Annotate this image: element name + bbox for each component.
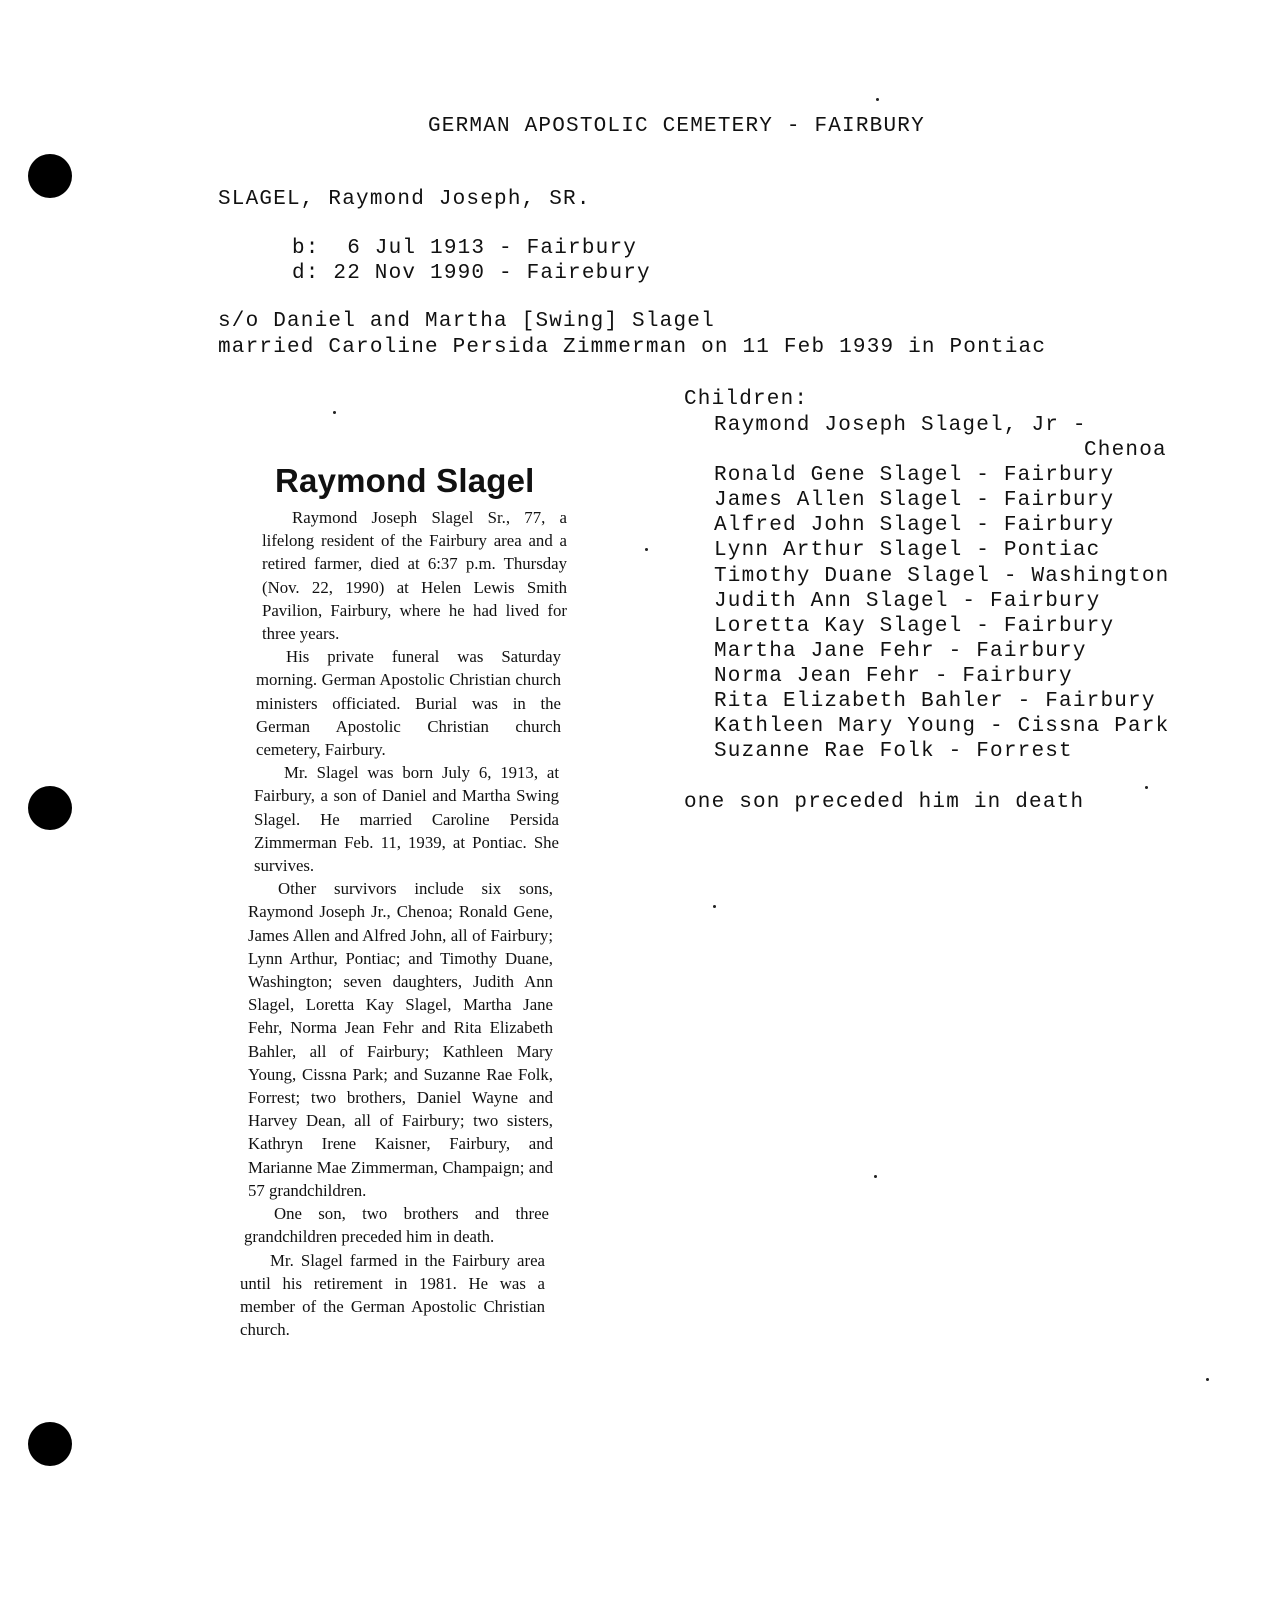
list-item: Lynn Arthur Slagel - Pontiac bbox=[714, 539, 1101, 563]
clipping-paragraph: His private funeral was Saturday morning. German Apostolic Christian church ministers officiated. Burial was in the German Apostolic Christian church cemetery, Fairbury. bbox=[256, 647, 561, 760]
list-item: Suzanne Rae Folk - Forrest bbox=[714, 740, 1073, 764]
clipping-paragraph: Mr. Slagel was born July 6, 1913, at Fairbury, a son of Daniel and Martha Swing Slagel. He married Caroline Persida Zimmerman Feb. 11, 1939, at Pontiac. She survives. bbox=[254, 763, 559, 876]
deceased-name: SLAGEL, Raymond Joseph, SR. bbox=[218, 188, 591, 211]
list-item: Judith Ann Slagel - Fairbury bbox=[714, 589, 1101, 613]
birth-line: b: 6 Jul 1913 - Fairbury bbox=[292, 237, 638, 260]
clipping-paragraph: Mr. Slagel farmed in the Fairbury area until his retirement in 1981. He was a member of the German Apostolic Christian church. bbox=[240, 1250, 545, 1340]
clipping-paragraph: Raymond Joseph Slagel Sr., 77, a lifelong resident of the Fairbury area and a retired farmer, died at 6:37 p.m. Thursday (Nov. 22, 1990) at Helen Lewis Smith Pavilion, Fairbury, where he had lived for three years. bbox=[262, 508, 567, 644]
binder-hole-top bbox=[28, 154, 72, 198]
scan-speck bbox=[876, 98, 879, 101]
children-heading: Children: bbox=[684, 388, 809, 411]
scan-speck bbox=[874, 1175, 877, 1178]
scan-speck bbox=[333, 411, 336, 414]
preceded-note: one son preceded him in death bbox=[684, 791, 1085, 814]
list-item: Raymond Joseph Slagel, Jr - bbox=[714, 414, 1087, 437]
scan-speck bbox=[1145, 786, 1148, 789]
binder-hole-middle bbox=[28, 786, 72, 830]
marriage-line: married Caroline Persida Zimmerman on 11 Feb 1939 in Pontiac bbox=[218, 336, 1047, 359]
obituary-clipping bbox=[240, 462, 570, 1341]
list-item: Timothy Duane Slagel - Washington bbox=[714, 564, 1170, 588]
list-item: Alfred John Slagel - Fairbury bbox=[714, 514, 1115, 538]
list-item: Ronald Gene Slagel - Fairbury bbox=[714, 464, 1115, 488]
children-list bbox=[714, 413, 1169, 764]
clipping-paragraph: Other survivors include six sons, Raymond Joseph Jr., Chenoa; Ronald Gene, James Allen and Alfred John, all of Fairbury; Lynn Arthur, Pontiac; and Timothy Duane, Washington; seven daughters, Judith Ann Slagel, Loretta Kay Slagel, Martha Jane Fehr, Norma Jean Fehr and Rita Elizabeth Bahler, all of Fairbury; Kathleen Mary Young, Cissna Park; and Suzanne Rae Folk, Forrest; two brothers, Daniel Wayne and Harvey Dean, all of Fairbury; two sisters, Kathryn Irene Kaisner, Fairbury, and Marianne Mae Zimmerman, Champaign; and 57 grandchildren. bbox=[248, 879, 553, 1200]
scan-speck bbox=[645, 548, 648, 551]
list-item: Loretta Kay Slagel - Fairbury bbox=[714, 614, 1115, 638]
list-item: Rita Elizabeth Bahler - Fairbury bbox=[714, 690, 1156, 714]
clipping-paragraph: One son, two brothers and three grandchildren preceded him in death. bbox=[244, 1204, 549, 1247]
list-item: Norma Jean Fehr - Fairbury bbox=[714, 664, 1073, 688]
list-item: James Allen Slagel - Fairbury bbox=[714, 489, 1115, 513]
list-item: Kathleen Mary Young - Cissna Park bbox=[714, 715, 1170, 739]
parents-line: s/o Daniel and Martha [Swing] Slagel bbox=[218, 310, 715, 333]
clipping-title: Raymond Slagel bbox=[275, 462, 535, 499]
death-line: d: 22 Nov 1990 - Fairebury bbox=[292, 262, 651, 285]
scan-speck bbox=[1206, 1378, 1209, 1381]
binder-hole-bottom bbox=[28, 1422, 72, 1466]
page-title: GERMAN APOSTOLIC CEMETERY - FAIRBURY bbox=[428, 115, 925, 138]
list-item: Martha Jane Fehr - Fairbury bbox=[714, 639, 1087, 663]
scan-speck bbox=[713, 905, 716, 908]
list-item: Chenoa bbox=[1084, 439, 1167, 463]
